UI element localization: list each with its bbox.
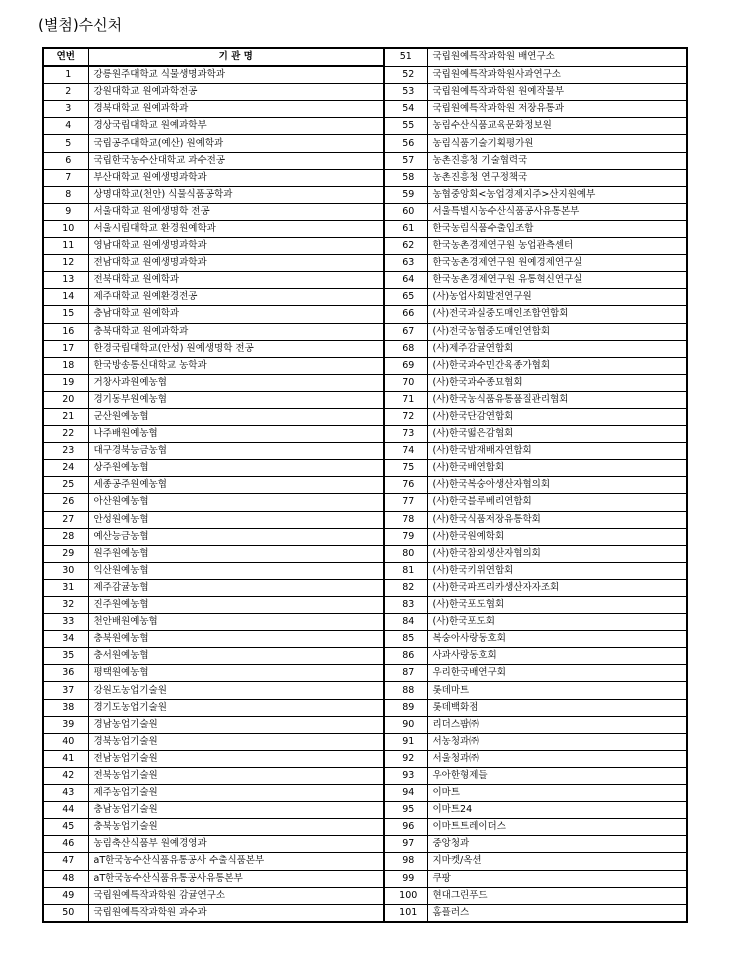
row-number: 28: [43, 528, 88, 545]
row-organization: 국립공주대학교(예산) 원예학과: [88, 135, 384, 152]
row-number: 33: [43, 614, 88, 631]
table-row: [43, 699, 687, 716]
row-organization: 경상국립대학교 원예과학부: [88, 118, 384, 135]
row-organization: 전남대학교 원예생명과학과: [88, 255, 384, 272]
row-number-right: 94: [384, 785, 427, 802]
table-row: [43, 340, 687, 357]
row-organization: 예산능금농협: [88, 528, 384, 545]
table-row: [43, 802, 687, 819]
row-number-right: 62: [384, 238, 427, 255]
row-organization: 경북농업기술원: [88, 733, 384, 750]
row-number: 20: [43, 391, 88, 408]
row-number-right: 77: [384, 494, 427, 511]
table-header-row: [43, 48, 687, 66]
row-number: 21: [43, 408, 88, 425]
row-organization: 거창사과원예농협: [88, 374, 384, 391]
row-number-right: 98: [384, 853, 427, 870]
header-number: 연번: [43, 48, 88, 66]
row-organization-right: 농협중앙회<농업경제지주>산지원예부: [427, 186, 687, 203]
row-organization-right: 롯데마트: [427, 682, 687, 699]
row-number: 22: [43, 426, 88, 443]
row-organization: 영남대학교 원예생명과학과: [88, 238, 384, 255]
row-number-right: 52: [384, 66, 427, 84]
row-number: 46: [43, 836, 88, 853]
row-organization: 충남대학교 원예학과: [88, 306, 384, 323]
row-organization: 군산원예농협: [88, 408, 384, 425]
row-number: 10: [43, 220, 88, 237]
row-organization: 충서원예농협: [88, 648, 384, 665]
row-number: 41: [43, 750, 88, 767]
row-number-right: 84: [384, 614, 427, 631]
header-organization: 기 관 명: [88, 48, 384, 66]
row-organization: 경기도농업기술원: [88, 699, 384, 716]
row-number: 36: [43, 665, 88, 682]
header-number-right: 51: [384, 48, 427, 66]
row-number-right: 70: [384, 374, 427, 391]
row-organization-right: (사)한국파프리카생산자자조회: [427, 579, 687, 596]
row-organization-right: 우아한형제들: [427, 767, 687, 784]
row-organization-right: 한국농촌경제연구원 유통혁신연구실: [427, 272, 687, 289]
row-organization: 국립한국농수산대학교 과수전공: [88, 152, 384, 169]
table-row: [43, 357, 687, 374]
table-row: [43, 631, 687, 648]
row-organization-right: 서울특별시농수산식품공사유통본부: [427, 203, 687, 220]
row-number-right: 63: [384, 255, 427, 272]
row-number-right: 66: [384, 306, 427, 323]
row-number-right: 69: [384, 357, 427, 374]
row-organization-right: (사)한국단감연합회: [427, 408, 687, 425]
row-organization: 충북농업기술원: [88, 819, 384, 836]
table-row: [43, 255, 687, 272]
row-number: 15: [43, 306, 88, 323]
row-number: 44: [43, 802, 88, 819]
row-number-right: 99: [384, 870, 427, 887]
row-organization-right: 현대그린푸드: [427, 887, 687, 904]
row-organization: 익산원예농협: [88, 562, 384, 579]
row-number: 26: [43, 494, 88, 511]
table-row: [43, 614, 687, 631]
row-number-right: 60: [384, 203, 427, 220]
row-organization-right: 복숭아사랑동호회: [427, 631, 687, 648]
row-organization: 농림축산식품부 원예경영과: [88, 836, 384, 853]
row-number: 48: [43, 870, 88, 887]
table-row: [43, 186, 687, 203]
table-row: [43, 203, 687, 220]
row-number: 27: [43, 511, 88, 528]
row-organization: 대구경북능금농협: [88, 443, 384, 460]
row-number: 39: [43, 716, 88, 733]
row-organization: 충남농업기술원: [88, 802, 384, 819]
row-organization: 강원도농업기술원: [88, 682, 384, 699]
row-organization: 제주농업기술원: [88, 785, 384, 802]
table-row: [43, 66, 687, 84]
row-organization-right: (사)한국농식품유통품질관리협회: [427, 391, 687, 408]
row-organization: 부산대학교 원예생명과학과: [88, 169, 384, 186]
row-number-right: 65: [384, 289, 427, 306]
table-row: [43, 716, 687, 733]
row-organization-right: 쿠팡: [427, 870, 687, 887]
row-number: 23: [43, 443, 88, 460]
row-number: 47: [43, 853, 88, 870]
row-number-right: 54: [384, 101, 427, 118]
row-number-right: 86: [384, 648, 427, 665]
row-organization-right: (사)한국배연합회: [427, 460, 687, 477]
table-row: [43, 426, 687, 443]
row-number-right: 56: [384, 135, 427, 152]
row-number-right: 92: [384, 750, 427, 767]
row-organization: 원주원예농협: [88, 545, 384, 562]
row-number-right: 83: [384, 597, 427, 614]
row-organization-right: 우리한국배연구회: [427, 665, 687, 682]
table-row: [43, 819, 687, 836]
row-organization-right: 서울청과㈜: [427, 750, 687, 767]
row-organization: 천안배원예농협: [88, 614, 384, 631]
row-organization-right: 중앙청과: [427, 836, 687, 853]
row-organization: 강원대학교 원예과학전공: [88, 84, 384, 101]
table-row: [43, 836, 687, 853]
row-organization: 안성원예농협: [88, 511, 384, 528]
row-number: 32: [43, 597, 88, 614]
row-organization-right: (사)한국포도협회: [427, 597, 687, 614]
row-organization: 아산원예농협: [88, 494, 384, 511]
row-organization: 전남농업기술원: [88, 750, 384, 767]
row-number-right: 96: [384, 819, 427, 836]
table-row: [43, 682, 687, 699]
row-organization-right: (사)한국참외생산자협의회: [427, 545, 687, 562]
table-row: [43, 408, 687, 425]
row-organization-right: 한국농촌경제연구원 농업관측센터: [427, 238, 687, 255]
row-organization-right: 사과사랑동호회: [427, 648, 687, 665]
row-organization: 국립원예특작과학원 감귤연구소: [88, 887, 384, 904]
row-number: 45: [43, 819, 88, 836]
row-organization-right: 이마트트레이더스: [427, 819, 687, 836]
row-organization: 경기동부원예농협: [88, 391, 384, 408]
row-number: 7: [43, 169, 88, 186]
row-organization: 충북원예농협: [88, 631, 384, 648]
row-number-right: 85: [384, 631, 427, 648]
row-number-right: 76: [384, 477, 427, 494]
table-row: [43, 494, 687, 511]
row-organization: 전북대학교 원예학과: [88, 272, 384, 289]
row-number-right: 71: [384, 391, 427, 408]
table-row: [43, 597, 687, 614]
row-number-right: 97: [384, 836, 427, 853]
row-organization-right: 농림식품기술기획평가원: [427, 135, 687, 152]
row-number: 30: [43, 562, 88, 579]
table-row: [43, 374, 687, 391]
row-number-right: 78: [384, 511, 427, 528]
row-organization: 한국방송통신대학교 농학과: [88, 357, 384, 374]
row-organization: 진주원예농협: [88, 597, 384, 614]
table-row: [43, 853, 687, 870]
row-number-right: 95: [384, 802, 427, 819]
row-organization-right: 한국농촌경제연구원 원예경제연구실: [427, 255, 687, 272]
row-number-right: 64: [384, 272, 427, 289]
row-number: 43: [43, 785, 88, 802]
row-organization-right: 이마트: [427, 785, 687, 802]
row-organization-right: 롯데백화점: [427, 699, 687, 716]
row-number: 3: [43, 101, 88, 118]
row-organization-right: 농촌진흥청 연구정책국: [427, 169, 687, 186]
row-number: 31: [43, 579, 88, 596]
row-number: 11: [43, 238, 88, 255]
row-organization-right: (사)한국떫은감협회: [427, 426, 687, 443]
row-organization: 국립원예특작과학원 과수과: [88, 904, 384, 922]
row-number: 25: [43, 477, 88, 494]
row-number-right: 81: [384, 562, 427, 579]
row-number: 6: [43, 152, 88, 169]
row-organization: 평택원예농협: [88, 665, 384, 682]
row-number: 38: [43, 699, 88, 716]
row-organization-right: 한국농림식품수출입조합: [427, 220, 687, 237]
row-organization: 서울시립대학교 환경원예학과: [88, 220, 384, 237]
row-organization: 한경국립대학교(안성) 원예생명학 전공: [88, 340, 384, 357]
row-organization-right: (사)제주감귤연합회: [427, 340, 687, 357]
table-row: [43, 870, 687, 887]
table-row: [43, 118, 687, 135]
row-organization-right: (사)한국복숭아생산자협의회: [427, 477, 687, 494]
row-number: 49: [43, 887, 88, 904]
header-organization-right: 국립원예특작과학원 배연구소: [427, 48, 687, 66]
row-organization-right: (사)한국식품저장유통학회: [427, 511, 687, 528]
table-row: [43, 238, 687, 255]
table-body: [43, 66, 687, 922]
row-organization-right: 이마트24: [427, 802, 687, 819]
row-number-right: 58: [384, 169, 427, 186]
row-number: 19: [43, 374, 88, 391]
table-row: [43, 904, 687, 922]
table-row: [43, 306, 687, 323]
table-row: [43, 887, 687, 904]
row-organization-right: (사)한국과수민간육종가협회: [427, 357, 687, 374]
table-row: [43, 785, 687, 802]
row-number-right: 93: [384, 767, 427, 784]
row-number: 16: [43, 323, 88, 340]
table-row: [43, 477, 687, 494]
row-number-right: 74: [384, 443, 427, 460]
row-organization-right: 농촌진흥청 기술협력국: [427, 152, 687, 169]
row-number: 17: [43, 340, 88, 357]
row-organization: 충북대학교 원예과학과: [88, 323, 384, 340]
table-row: [43, 733, 687, 750]
row-organization: 강릉원주대학교 식물생명과학과: [88, 66, 384, 84]
table-row: [43, 767, 687, 784]
document-title: (별첨)수신처: [38, 16, 123, 34]
table-row: [43, 579, 687, 596]
row-organization: aT한국농수산식품유통공사유통본부: [88, 870, 384, 887]
row-organization-right: 농림수산식품교육문화정보원: [427, 118, 687, 135]
row-organization: 제주감귤농협: [88, 579, 384, 596]
table-row: [43, 443, 687, 460]
row-number-right: 89: [384, 699, 427, 716]
row-organization: 상명대학교(천안) 식물식품공학과: [88, 186, 384, 203]
table-row: [43, 289, 687, 306]
row-organization-right: 홈플러스: [427, 904, 687, 922]
row-number: 42: [43, 767, 88, 784]
row-number-right: 82: [384, 579, 427, 596]
row-number-right: 79: [384, 528, 427, 545]
row-organization: 경남농업기술원: [88, 716, 384, 733]
row-number: 8: [43, 186, 88, 203]
table-row: [43, 511, 687, 528]
row-organization-right: (사)전국농협중도매인연합회: [427, 323, 687, 340]
row-number-right: 53: [384, 84, 427, 101]
row-number: 1: [43, 66, 88, 84]
row-number-right: 68: [384, 340, 427, 357]
row-number: 50: [43, 904, 88, 922]
row-organization-right: (사)전국과실중도매인조합연합회: [427, 306, 687, 323]
row-organization: 전북농업기술원: [88, 767, 384, 784]
table-row: [43, 101, 687, 118]
table-row: [43, 460, 687, 477]
row-organization-right: 서농청과㈜: [427, 733, 687, 750]
row-number: 40: [43, 733, 88, 750]
row-number-right: 73: [384, 426, 427, 443]
row-number-right: 67: [384, 323, 427, 340]
table-row: [43, 665, 687, 682]
row-number: 5: [43, 135, 88, 152]
row-number: 13: [43, 272, 88, 289]
row-organization-right: 국립원예특작과학원 원예작물부: [427, 84, 687, 101]
row-organization-right: 지마켓/옥션: [427, 853, 687, 870]
row-organization: aT한국농수산식품유통공사 수출식품본부: [88, 853, 384, 870]
row-organization-right: 리더스팜㈜: [427, 716, 687, 733]
row-organization-right: (사)한국원예학회: [427, 528, 687, 545]
row-number: 35: [43, 648, 88, 665]
row-number: 2: [43, 84, 88, 101]
row-number: 12: [43, 255, 88, 272]
row-organization: 경북대학교 원예과학과: [88, 101, 384, 118]
row-number-right: 59: [384, 186, 427, 203]
table-row: [43, 169, 687, 186]
recipient-table: [42, 47, 688, 923]
row-number-right: 61: [384, 220, 427, 237]
row-number-right: 57: [384, 152, 427, 169]
row-organization-right: (사)한국키위연합회: [427, 562, 687, 579]
row-organization: 세종공주원예농협: [88, 477, 384, 494]
row-number-right: 72: [384, 408, 427, 425]
table-row: [43, 391, 687, 408]
row-number: 14: [43, 289, 88, 306]
row-number: 24: [43, 460, 88, 477]
row-organization-right: (사)농업사회발전연구원: [427, 289, 687, 306]
row-organization: 제주대학교 원예환경전공: [88, 289, 384, 306]
row-number-right: 88: [384, 682, 427, 699]
table-row: [43, 84, 687, 101]
row-number-right: 87: [384, 665, 427, 682]
row-number: 4: [43, 118, 88, 135]
row-number: 18: [43, 357, 88, 374]
table-row: [43, 648, 687, 665]
row-number-right: 100: [384, 887, 427, 904]
table-row: [43, 562, 687, 579]
row-organization: 나주배원예농협: [88, 426, 384, 443]
row-organization-right: (사)한국블루베리연합회: [427, 494, 687, 511]
row-number: 29: [43, 545, 88, 562]
table-row: [43, 323, 687, 340]
row-number: 37: [43, 682, 88, 699]
table-row: [43, 545, 687, 562]
row-number: 9: [43, 203, 88, 220]
row-number-right: 55: [384, 118, 427, 135]
row-number-right: 101: [384, 904, 427, 922]
row-organization-right: (사)한국밤재배자연합회: [427, 443, 687, 460]
row-number-right: 80: [384, 545, 427, 562]
row-number-right: 91: [384, 733, 427, 750]
table-row: [43, 220, 687, 237]
table-row: [43, 272, 687, 289]
row-number: 34: [43, 631, 88, 648]
table-row: [43, 135, 687, 152]
row-number-right: 90: [384, 716, 427, 733]
row-organization-right: (사)한국포도회: [427, 614, 687, 631]
table-row: [43, 152, 687, 169]
table-row: [43, 528, 687, 545]
row-organization-right: 국립원예특작과학원 저장유통과: [427, 101, 687, 118]
row-number-right: 75: [384, 460, 427, 477]
row-organization-right: (사)한국과수종묘협회: [427, 374, 687, 391]
row-organization-right: 국립원예특작과학원사과연구소: [427, 66, 687, 84]
table-row: [43, 750, 687, 767]
row-organization: 서울대학교 원예생명학 전공: [88, 203, 384, 220]
row-organization: 상주원예농협: [88, 460, 384, 477]
